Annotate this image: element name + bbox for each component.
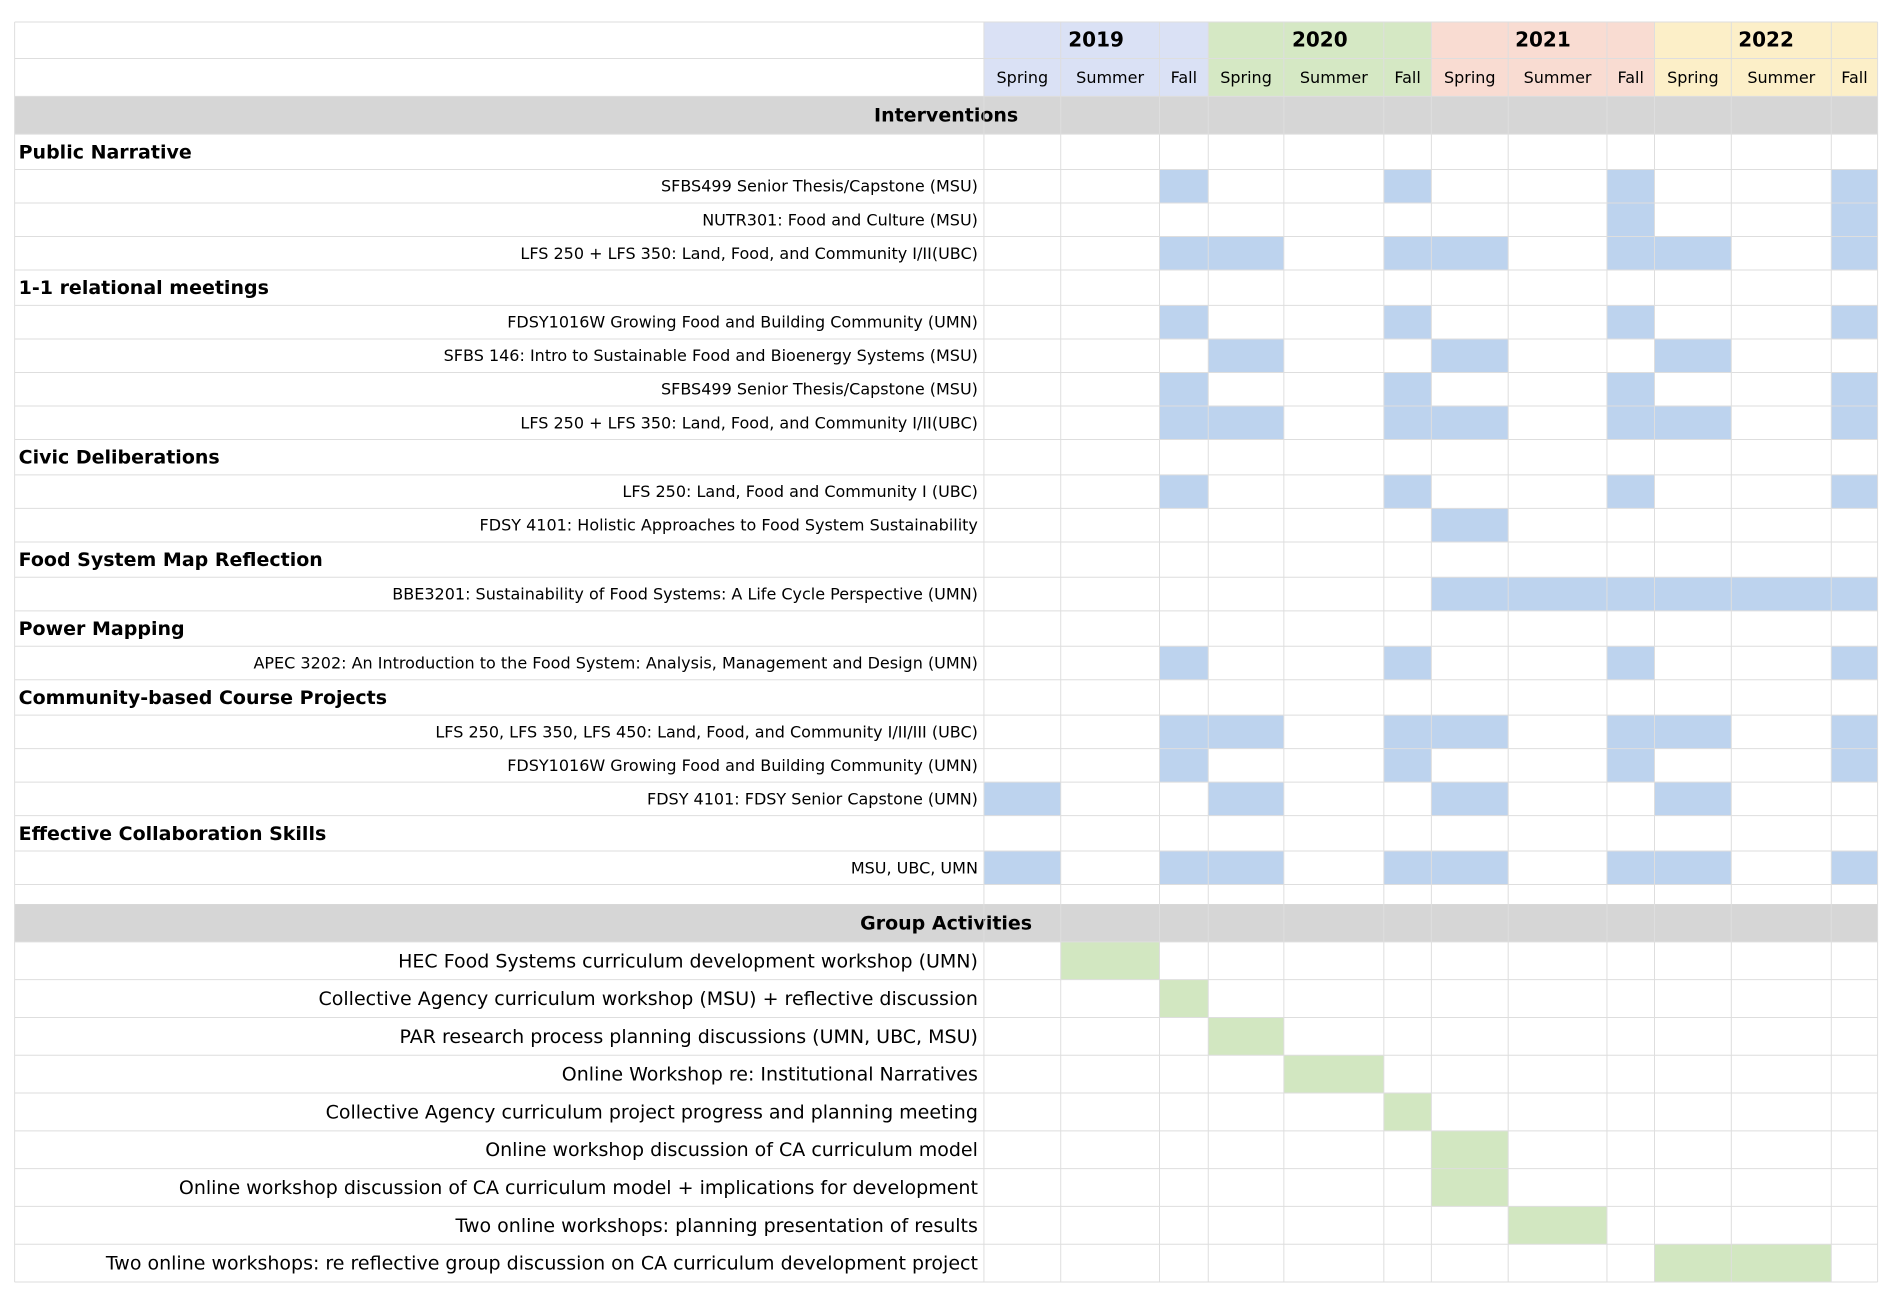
filled-cell <box>1831 203 1877 237</box>
year-label: 2022 <box>1738 27 1794 52</box>
row-label: Online workshop discussion of CA curriculum model + implications for development <box>178 1177 978 1200</box>
filled-cell <box>1431 406 1508 440</box>
filled-cell <box>1654 715 1731 749</box>
filled-cell <box>1831 749 1877 783</box>
row-label: LFS 250, LFS 350, LFS 450: Land, Food, and Community I/II/III (UBC) <box>435 722 978 742</box>
row-label: MSU, UBC, UMN <box>850 858 978 878</box>
filled-cell <box>1431 715 1508 749</box>
filled-cell <box>1607 715 1655 749</box>
row-label: FDSY 4101: FDSY Senior Capstone (UMN) <box>647 789 978 809</box>
row-label: SFBS499 Senior Thesis/Capstone (MSU) <box>661 379 978 399</box>
season-label: Summer <box>1747 67 1816 87</box>
filled-cell <box>1384 749 1432 783</box>
season-label: Summer <box>1523 67 1592 87</box>
filled-cell <box>1208 851 1284 885</box>
filled-cell <box>1159 749 1208 783</box>
row-label: APEC 3202: An Introduction to the Food System: Analysis, Management and Design (UMN) <box>253 653 978 673</box>
filled-cell <box>1384 1093 1432 1131</box>
filled-cell <box>1831 646 1877 680</box>
row-label: Two online workshops: re reflective group discussion on CA curriculum development project <box>105 1252 978 1275</box>
filled-cell <box>1384 851 1432 885</box>
filled-cell <box>1831 169 1877 203</box>
filled-cell <box>1159 406 1208 440</box>
season-label: Spring <box>1443 67 1496 87</box>
filled-cell <box>1431 577 1508 611</box>
filled-cell <box>1384 475 1432 509</box>
row-label: HEC Food Systems curriculum development workshop (UMN) <box>398 950 978 973</box>
filled-cell <box>1654 577 1731 611</box>
filled-cell <box>1831 851 1877 885</box>
filled-cell <box>1284 1055 1384 1093</box>
filled-cell <box>1654 339 1731 373</box>
year-label: 2020 <box>1291 27 1348 52</box>
filled-cell <box>1159 169 1208 203</box>
group-label: 1-1 relational meetings <box>18 277 269 300</box>
section-title: Group Activities <box>860 912 1033 935</box>
filled-cell <box>1607 646 1655 680</box>
filled-cell <box>1607 851 1655 885</box>
filled-cell <box>1431 339 1508 373</box>
group-label: Community-based Course Projects <box>18 686 388 709</box>
filled-cell <box>1607 203 1655 237</box>
filled-cell <box>1654 1244 1731 1282</box>
filled-cell <box>1654 406 1731 440</box>
filled-cell <box>1607 749 1655 783</box>
filled-cell <box>1384 646 1432 680</box>
season-label: Summer <box>1299 67 1368 87</box>
season-label: Summer <box>1076 67 1145 87</box>
filled-cell <box>1607 169 1655 203</box>
filled-cell <box>1508 1206 1607 1244</box>
filled-cell <box>1384 305 1432 339</box>
filled-cell <box>1208 237 1284 271</box>
filled-cell <box>1159 237 1208 271</box>
filled-cell <box>1731 1244 1831 1282</box>
filled-cell <box>1831 372 1877 406</box>
row-label: NUTR301: Food and Culture (MSU) <box>702 210 978 230</box>
filled-cell <box>1431 508 1508 542</box>
year-label: 2021 <box>1515 27 1571 52</box>
filled-cell <box>1831 406 1877 440</box>
group-label: Effective Collaboration Skills <box>18 822 327 845</box>
filled-cell <box>1159 851 1208 885</box>
group-label: Food System Map Reflection <box>18 549 323 572</box>
filled-cell <box>1831 475 1877 509</box>
row-label: PAR research process planning discussions (UMN, UBC, MSU) <box>399 1025 978 1048</box>
row-label: LFS 250 + LFS 350: Land, Food, and Community I/II(UBC) <box>520 243 978 263</box>
filled-cell <box>1607 475 1655 509</box>
filled-cell <box>1384 406 1432 440</box>
filled-cell <box>1731 577 1831 611</box>
filled-cell <box>1208 1017 1284 1055</box>
season-label: Spring <box>996 67 1049 87</box>
filled-cell <box>1607 406 1655 440</box>
row-label: LFS 250: Land, Food and Community I (UBC) <box>622 482 978 502</box>
row-label: FDSY1016W Growing Food and Building Community (UMN) <box>507 755 978 775</box>
filled-cell <box>1607 237 1655 271</box>
filled-cell <box>1831 237 1877 271</box>
season-label: Spring <box>1667 67 1719 87</box>
row-label: Two online workshops: planning presentation of results <box>455 1214 978 1237</box>
season-label: Fall <box>1841 67 1868 87</box>
year-label: 2019 <box>1068 27 1124 52</box>
filled-cell <box>1384 237 1432 271</box>
filled-cell <box>1159 475 1208 509</box>
group-label: Civic Deliberations <box>18 446 220 469</box>
filled-cell <box>1208 339 1284 373</box>
row-label: LFS 250 + LFS 350: Land, Food, and Community I/II(UBC) <box>520 413 978 433</box>
group-label: Public Narrative <box>18 141 192 164</box>
season-label: Fall <box>1394 67 1421 87</box>
filled-cell <box>1431 1131 1508 1169</box>
row-label: SFBS 146: Intro to Sustainable Food and Bioenergy Systems (MSU) <box>443 346 978 366</box>
filled-cell <box>1384 372 1432 406</box>
filled-cell <box>1061 942 1160 980</box>
filled-cell <box>1654 782 1731 816</box>
row-label: SFBS499 Senior Thesis/Capstone (MSU) <box>661 176 978 196</box>
filled-cell <box>1208 406 1284 440</box>
filled-cell <box>1431 782 1508 816</box>
filled-cell <box>1654 237 1731 271</box>
filled-cell <box>1431 1169 1508 1207</box>
filled-cell <box>1831 715 1877 749</box>
filled-cell <box>1654 851 1731 885</box>
row-label: Collective Agency curriculum project progress and planning meeting <box>325 1101 978 1124</box>
filled-cell <box>984 851 1061 885</box>
season-label: Fall <box>1617 67 1644 87</box>
filled-cell <box>1508 577 1607 611</box>
group-label: Power Mapping <box>18 618 185 641</box>
filled-cell <box>1159 646 1208 680</box>
filled-cell <box>1607 577 1655 611</box>
row-label: FDSY 4101: Holistic Approaches to Food System Sustainability <box>479 515 978 535</box>
section-title: Interventions <box>874 104 1019 127</box>
filled-cell <box>1384 715 1432 749</box>
filled-cell <box>1831 577 1877 611</box>
season-label: Spring <box>1220 67 1272 87</box>
filled-cell <box>1607 372 1655 406</box>
row-label: Online workshop discussion of CA curriculum model <box>485 1139 978 1162</box>
filled-cell <box>1384 169 1432 203</box>
season-label: Fall <box>1170 67 1198 87</box>
filled-cell <box>1208 715 1284 749</box>
filled-cell <box>984 782 1061 816</box>
row-label: FDSY1016W Growing Food and Building Community (UMN) <box>507 312 978 332</box>
filled-cell <box>1431 237 1508 271</box>
filled-cell <box>1831 305 1877 339</box>
row-label: BBE3201: Sustainability of Food Systems: A Life Cycle Perspective (UMN) <box>392 584 978 604</box>
filled-cell <box>1208 782 1284 816</box>
row-label: Online Workshop re: Institutional Narratives <box>561 1063 978 1086</box>
filled-cell <box>1159 305 1208 339</box>
filled-cell <box>1431 851 1508 885</box>
filled-cell <box>1159 715 1208 749</box>
filled-cell <box>1607 305 1655 339</box>
filled-cell <box>1159 980 1208 1018</box>
filled-cell <box>1159 372 1208 406</box>
row-label: Collective Agency curriculum workshop (MSU) + reflective discussion <box>318 988 978 1011</box>
